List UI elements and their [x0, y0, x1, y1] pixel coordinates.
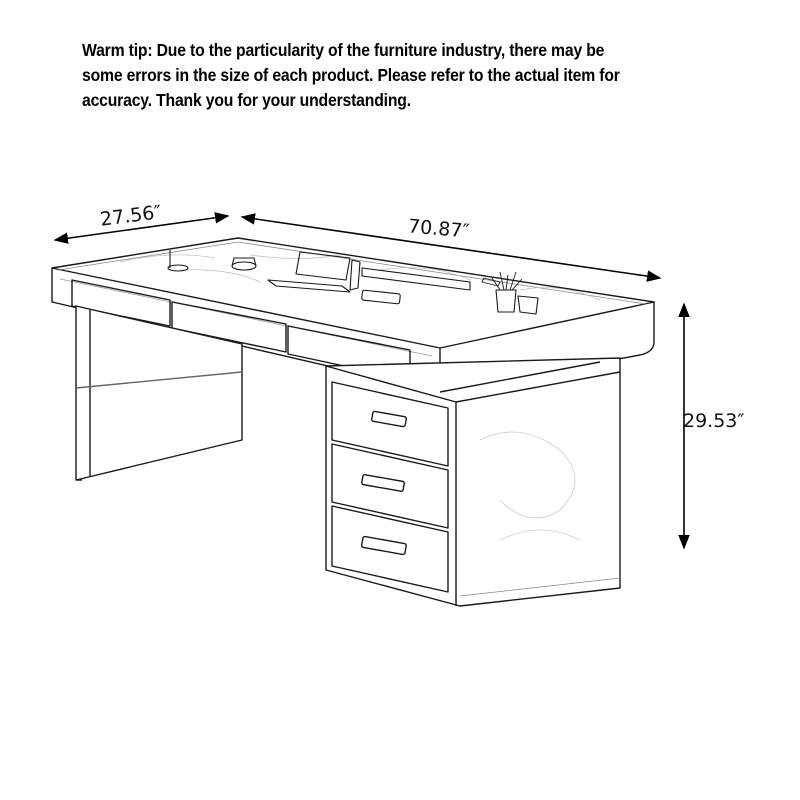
depth-label: 27.56″	[98, 201, 163, 231]
warm-tip-line-2: some errors in the size of each product. Please refer to the actual item for	[82, 65, 620, 85]
width-label: 70.87″	[407, 215, 471, 243]
warm-tip-line-1: Warm tip: Due to the particularity of the furniture industry, there may be	[82, 40, 605, 60]
desk-drawing	[52, 238, 654, 606]
height-label: 29.53″	[683, 410, 745, 432]
drawer-cabinet	[326, 358, 620, 606]
warm-tip-line-3: accuracy. Thank you for your understanding.	[82, 90, 411, 110]
